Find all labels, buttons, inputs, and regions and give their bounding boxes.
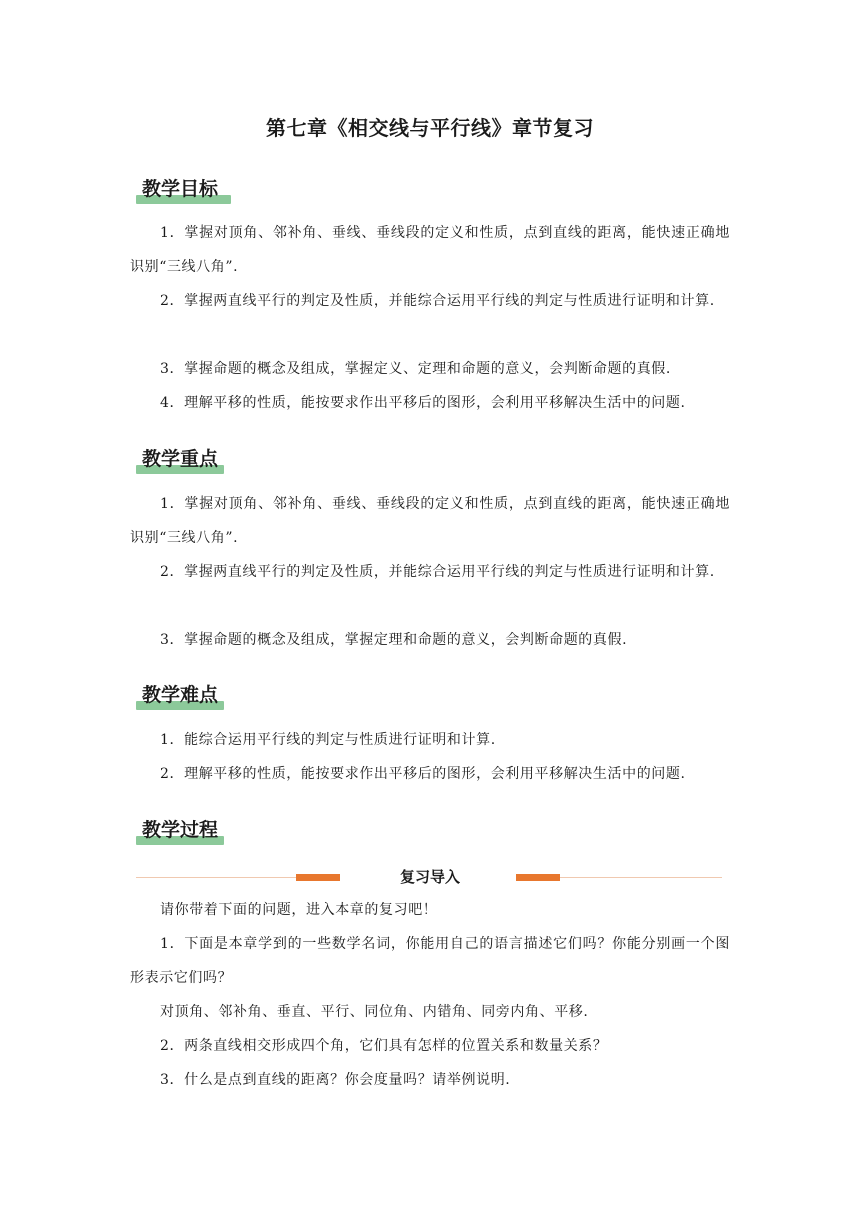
key-point-item-3: 3．掌握命题的概念及组成，掌握定理和命题的意义，会判断命题的真假. — [160, 632, 628, 648]
divider-line-right — [560, 877, 722, 878]
subsection-label: 复习导入 — [399, 868, 460, 886]
key-point-item-2: 2．掌握两直线平行的判定及性质，并能综合运用平行线的判定与性质进行证明和计算. — [160, 564, 715, 580]
difficulty-item-2: 2．理解平移的性质，能按要求作出平移后的图形，会利用平移解决生活中的问题. — [160, 766, 686, 782]
process-question-2: 2．两条直线相交形成四个角，它们具有怎样的位置关系和数量关系？ — [160, 1038, 608, 1054]
process-terms: 对顶角、邻补角、垂直、平行、同位角、内错角、同旁内角、平移. — [160, 1004, 589, 1020]
goal-item-1: 1．掌握对顶角、邻补角、垂线、垂线段的定义和性质，点到直线的距离，能快速正确地识别“三线八角”. — [130, 225, 730, 275]
divider-line-left — [136, 877, 296, 878]
goal-item-2: 2．掌握两直线平行的判定及性质，并能综合运用平行线的判定与性质进行证明和计算. — [160, 293, 715, 309]
section-heading-label: 教学目标 — [142, 178, 219, 200]
page-title: 第七章《相交线与平行线》章节复习 — [266, 116, 594, 140]
section-heading-label: 教学过程 — [142, 819, 219, 841]
difficulty-item-1: 1．能综合运用平行线的判定与性质进行证明和计算. — [160, 732, 496, 748]
section-heading-difficulties — [136, 682, 224, 710]
section-heading-label: 教学重点 — [142, 448, 219, 470]
goal-item-3: 3．掌握命题的概念及组成，掌握定义、定理和命题的意义，会判断命题的真假. — [160, 361, 671, 377]
divider-bar-right — [516, 874, 560, 881]
section-heading-goals — [136, 176, 231, 204]
section-heading-process — [136, 817, 224, 845]
divider-bar-left — [296, 874, 340, 881]
section-heading-label: 教学难点 — [142, 684, 219, 706]
process-question-3: 3．什么是点到直线的距离？你会度量吗？请举例说明. — [160, 1072, 511, 1088]
process-question-1: 1．下面是本章学到的一些数学名词，你能用自己的语言描述它们吗？你能分别画一个图形表示它们吗？ — [130, 936, 730, 986]
process-intro: 请你带着下面的问题，进入本章的复习吧！ — [160, 902, 438, 918]
goal-item-4: 4．理解平移的性质，能按要求作出平移后的图形，会利用平移解决生活中的问题. — [160, 395, 686, 411]
section-heading-key-points — [136, 446, 224, 474]
key-point-item-1: 1．掌握对顶角、邻补角、垂线、垂线段的定义和性质，点到直线的距离，能快速正确地识别“三线八角”. — [130, 496, 730, 546]
